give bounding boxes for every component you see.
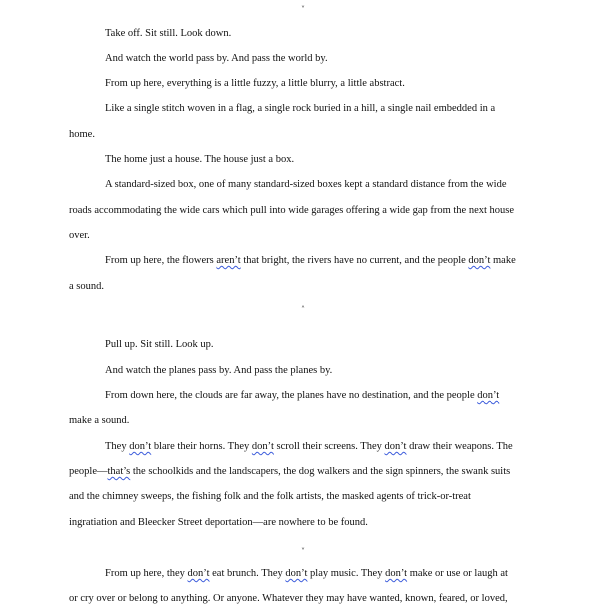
paragraph-line: The home just a house. The house just a box. [105, 154, 295, 165]
spelling-flag[interactable]: aren’t [216, 255, 241, 266]
paragraph-line [105, 255, 516, 267]
paragraph-line: home. [69, 129, 95, 140]
collapse-chevron-down-icon[interactable]: ˅ [301, 5, 305, 14]
spelling-flag[interactable]: don’t [477, 390, 500, 401]
text-run: scroll their screens. They [273, 441, 385, 452]
paragraph-line: Take off. Sit still. Look down. [105, 28, 232, 39]
paragraph-line: A standard-sized box, one of many standard-sized boxes kept a standard distance from the wide [105, 179, 507, 190]
collapse-chevron-up-icon[interactable]: ˄ [301, 305, 305, 314]
text-run: From up here, the flowers [105, 255, 217, 266]
paragraph-line: From up here, everything is a little fuzzy, a little blurry, a little abstract. [105, 78, 405, 89]
text-run: From up here, they [105, 568, 188, 579]
text-run: that bright, the rivers have no current, and the people [240, 255, 469, 266]
spelling-flag[interactable]: don’t [251, 441, 274, 452]
spelling-flag[interactable]: that’s [107, 466, 131, 477]
spelling-flag[interactable]: don’t [384, 441, 407, 452]
paragraph-line: And watch the planes pass by. And pass the planes by. [105, 365, 333, 376]
spelling-flag[interactable]: don’t [187, 568, 210, 579]
paragraph-line [69, 466, 510, 478]
text-run: people— [69, 466, 108, 477]
spelling-flag[interactable]: don’t [468, 255, 491, 266]
text-run: draw their weapons. The [406, 441, 513, 452]
paragraph-line: or cry over or belong to anything. Or anyone. Whatever they may have wanted, known, feared, or loved, [69, 593, 508, 604]
paragraph-line: make a sound. [69, 415, 130, 426]
text-run: make [490, 255, 516, 266]
text-run: make or use or laugh at [407, 568, 508, 579]
text-run: play music. They [307, 568, 386, 579]
collapse-chevron-down-icon[interactable]: ˅ [301, 547, 305, 556]
paragraph-line: over. [69, 230, 90, 241]
paragraph-line: And watch the world pass by. And pass the world by. [105, 53, 328, 64]
text-run: the schoolkids and the landscapers, the dog walkers and the sign spinners, the swank suits [130, 466, 511, 477]
paragraph-line: and the chimney sweeps, the fishing folk and the folk artists, the masked agents of trick-or-treat [69, 491, 471, 502]
paragraph-line: roads accommodating the wide cars which pull into wide garages offering a wide gap from the next house [69, 205, 515, 216]
text-run: From down here, the clouds are far away, the planes have no destination, and the people [105, 390, 478, 401]
paragraph-line [105, 441, 513, 453]
spelling-flag[interactable]: don’t [385, 568, 408, 579]
text-run: blare their horns. They [151, 441, 252, 452]
paragraph-line [105, 568, 508, 580]
paragraph-line: ingratiation and Bleecker Street deportation—are nowhere to be found. [69, 517, 368, 528]
spelling-flag[interactable]: don’t [129, 441, 152, 452]
spelling-flag[interactable]: don’t [285, 568, 308, 579]
paragraph-line: a sound. [69, 281, 104, 292]
paragraph-line: Pull up. Sit still. Look up. [105, 339, 214, 350]
text-run: They [105, 441, 130, 452]
paragraph-line [105, 390, 499, 402]
text-run: eat brunch. They [209, 568, 286, 579]
paragraph-line: Like a single stitch woven in a flag, a single rock buried in a hill, a single nail embedded in a [105, 103, 496, 114]
